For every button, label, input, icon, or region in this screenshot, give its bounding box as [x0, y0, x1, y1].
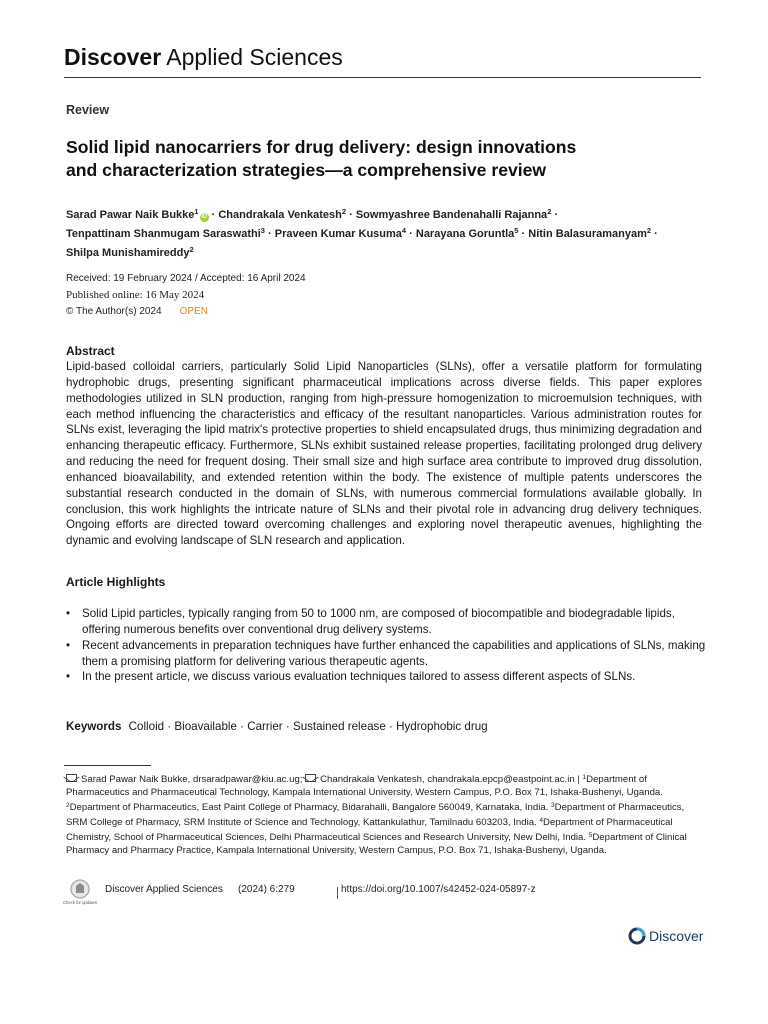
highlight-text: Solid Lipid particles, typically ranging from 50 to 1000 nm, are composed of biocompatible and biodegradable lipids, offering numerous benefits over conventional drug delivery systems.	[82, 607, 675, 636]
author-affiliation: 2	[341, 207, 347, 216]
contact-2[interactable]: Chandrakala Venkatesh, chandrakala.epcp@eastpoint.ac.in |	[320, 774, 580, 785]
header-divider	[64, 77, 701, 78]
author-affiliation: 4	[401, 226, 407, 235]
footnote-divider	[64, 765, 151, 766]
highlights-list	[66, 606, 706, 685]
received-accepted-dates: Received: 19 February 2024 / Accepted: 16 April 2024	[66, 273, 306, 284]
author-line-3	[66, 242, 716, 261]
author-affiliation: 3	[260, 226, 265, 235]
author-affiliation: 2	[547, 207, 552, 216]
author-line-1: Sarad Pawar Naik Bukke$^1$iD · Chandrakala Venkatesh$^2$ · Sowmyashree Bandenahalli Rajanna$^2$ ·	[66, 207, 559, 221]
discover-brand[interactable]	[628, 927, 703, 945]
title-line-2: and characterization strategies—a comprehensive review	[66, 160, 547, 180]
copyright-text: © The Author(s) 2024	[66, 306, 162, 317]
footer-citation: (2024) 6:279	[238, 884, 295, 895]
author-line-2: Tenpattinam Shanmugam Saraswathi$^3$ · Praveen Kumar Kusuma$^4$ · Narayana Goruntla$^5$ · Nitin Balasuramanyam$^2$ ·	[66, 226, 658, 240]
author-name[interactable]: Nitin Balasuramanyam	[528, 228, 647, 240]
author-name[interactable]: Sarad Pawar Naik Bukke	[66, 209, 195, 221]
envelope-icon	[305, 774, 316, 782]
bullet-icon: •	[66, 638, 71, 652]
published-date: Published online: 16 May 2024	[66, 289, 205, 301]
keywords	[66, 720, 488, 733]
highlight-item	[66, 669, 706, 685]
author-affiliation: 1	[194, 207, 199, 216]
title-line-1: Solid lipid nanocarriers for drug delivery: design innovations	[66, 137, 577, 157]
correspondence-footnote: Sarad Pawar Naik Bukke, drsaradpawar@kiu.ac.ug; Chandrakala Venkatesh, chandrakala.epcp@eastpoint.ac.in | $^1$Department of Pharmaceutics and Pharmaceutical Technology, Kampala International University, Western Campus, P.O. Box 71, Ishaka-Bushenyi, Uganda. $^2$Department of Pharmaceutics, East Paint College of Pharmacy, Bidarahalli, Bangalore 560049, Karnataka, India. $^3$Department of Pharmaceutics, SRM College of Pharmacy, SRM Institute of Science and Technology, Kattankulathur, Tamilnadu 603203, India. $^4$Department of Pharmaceutical Chemistry, School of Pharmaceutical Sciences, Delhi Pharmaceutical Sciences and Research University, New Delhi, India. $^5$Department of Clinical Pharmacy and Pharmacy Practice, Kampala International University, Western Campus, P.O. Box 71, Ishaka-Bushenyi, Uganda.	[66, 774, 687, 856]
badge-text: Check for updates	[63, 900, 97, 905]
affiliation-1: Department of Pharmaceutics and Pharmaceutical Technology, Kampala International University, Western Campus, P.O. Box 71, Ishaka-Bushenyi, Uganda.	[66, 774, 663, 798]
author-affiliation: 2	[646, 226, 652, 235]
author-name[interactable]: Chandrakala Venkatesh	[218, 209, 342, 221]
author-name[interactable]: Sowmyashree Bandenahalli Rajanna	[355, 209, 548, 221]
bullet-icon: •	[66, 670, 71, 684]
author-affiliation: 2	[189, 245, 194, 254]
highlight-item	[66, 606, 706, 638]
highlight-text: In the present article, we discuss various evaluation techniques tailored to assess different aspects of SLNs.	[82, 670, 636, 684]
highlight-text: Recent advancements in preparation techniques have further enhanced the capabilities and applications of SLNs, making them a promising platform for delivering various therapeutic agents.	[82, 638, 706, 668]
highlight-item	[66, 638, 706, 670]
contact-1[interactable]: Sarad Pawar Naik Bukke, drsaradpawar@kiu.ac.ug;	[81, 774, 303, 785]
author-name[interactable]: Tenpattinam Shanmugam Saraswathi	[66, 228, 261, 240]
journal-title	[64, 44, 343, 71]
highlights-heading: Article Highlights	[66, 575, 166, 589]
abstract-heading: Abstract	[66, 344, 115, 358]
author-name[interactable]: Narayana Goruntla	[415, 228, 515, 240]
keywords-label: Keywords	[66, 720, 122, 733]
footer-journal: Discover Applied Sciences	[105, 884, 223, 895]
orcid-icon[interactable]: iD	[201, 214, 208, 220]
keywords-text: Colloid · Bioavailable · Carrier · Sustained release · Hydrophobic drug	[128, 720, 488, 733]
affiliation-3: Department of Pharmaceutics, SRM College of Pharmacy, SRM Institute of Science and Technology, Kattankulathur, Tamilnadu 603203, India.	[66, 801, 685, 828]
author-name[interactable]: Shilpa Munishamireddy	[66, 247, 190, 259]
affiliation-2: Department of Pharmaceutics, East Paint College of Pharmacy, Bidarahalli, Bangalore 560049, Karnataka, India.	[69, 801, 549, 813]
affiliation-5: Department of Clinical Pharmacy and Pharmacy Practice, Kampala International University, Western Campus, P.O. Box 71, Ishaka-Bushenyi, Uganda.	[66, 831, 687, 856]
doi-link[interactable]: https://doi.org/10.1007/s42452-024-05897-z	[341, 884, 536, 895]
journal-title-bold: Discover	[64, 44, 162, 70]
abstract-text: Lipid-based colloidal carriers, particularly Solid Lipid Nanoparticles (SLNs), offer a versatile platform for formulating hydrophobic drugs, presenting significant pharmaceutical implications across diverse fields. This paper explores methodologies utilized in SLN production, ranging from high-pressure homogenization to microemulsion techniques, with each method influencing the characteristics and efficacy of the resultant nanoparticles. Various administration routes for SLNs exist, leveraging the lipid matrix's protective properties to shield encapsulated drugs, thus minimizing degradation and enhancing therapeutic efficacy. Furthermore, SLNs exhibit sustained release properties, facilitating prolonged drug delivery and reducing the need for frequent dosing. Their small size and high surface area contribute to improved drug dissolution, enhanced bioavailability, and extended retention within the body. The existence of multiple patents underscores the substantial research conducted in the domain of SLNs, with numerous commercial formulations available globally. In conclusion, this work highlights the intricate nature of SLNs and their pivotal role in advancing drug delivery techniques. Ongoing efforts are directed toward overcoming challenges and exploring novel therapeutic avenues, highlighting the dynamic and evolving landscape of SLN research and application.	[66, 360, 702, 548]
check-for-updates-badge[interactable]	[63, 878, 97, 908]
footer-separator	[337, 887, 338, 899]
article-title	[66, 136, 706, 182]
brand-text: Discover	[649, 928, 704, 944]
bullet-icon: •	[66, 607, 71, 620]
author-name[interactable]: Praveen Kumar Kusuma	[274, 228, 402, 240]
author-affiliation: 5	[514, 226, 519, 235]
article-type: Review	[66, 103, 110, 117]
copyright-line	[66, 306, 208, 317]
open-access-badge: OPEN	[179, 306, 208, 317]
envelope-icon	[66, 774, 77, 782]
discover-logo-icon	[628, 927, 646, 945]
affiliation-4: Department of Pharmaceutical Chemistry, School of Pharmaceutical Sciences, Delhi Pharmaceutical Sciences and Research University, New Delhi, India.	[66, 816, 673, 843]
journal-title-rest: Applied Sciences	[166, 44, 343, 70]
author-list	[66, 204, 716, 261]
